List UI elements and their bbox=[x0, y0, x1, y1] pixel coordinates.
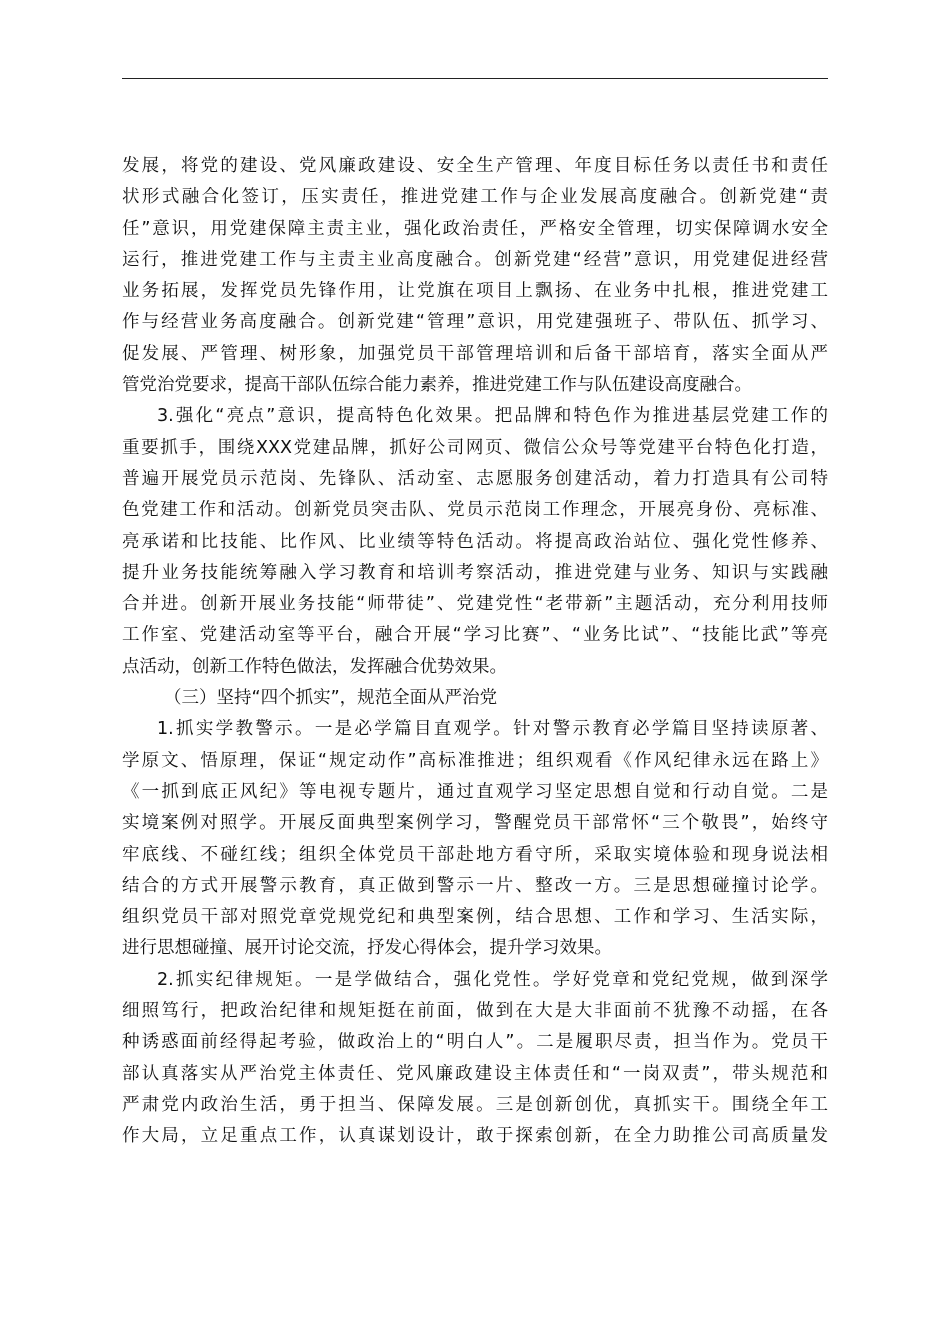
text-line: 作大局，立足重点工作，认真谋划设计，敢于探索创新，在全力助推公司高质量发 bbox=[122, 1126, 828, 1147]
text-line: 种诱惑面前经得起考验，做政治上的“明白人”。二是履职尽责，担当作为。党员干 bbox=[122, 1032, 828, 1053]
text-line: 作与经营业务高度融合。创新党建“管理”意识，用党建强班子、带队伍、抓学习、 bbox=[122, 312, 828, 333]
text-line: 细照笃行，把政治纪律和规矩挺在前面，做到在大是大非面前不犹豫不动摇，在各 bbox=[122, 1001, 828, 1022]
text-line: 色党建工作和活动。创新党员突击队、党员示范岗工作理念，开展亮身份、亮标准、 bbox=[122, 500, 828, 521]
text-line: 重要抓手，围绕XXX党建品牌，抓好公司网页、微信公众号等党建平台特色化打造， bbox=[122, 437, 828, 458]
text-line: 发展，将党的建设、党风廉政建设、安全生产管理、年度目标任务以责任书和责任 bbox=[122, 156, 828, 176]
text-line: 组织党员干部对照党章党规党纪和典型案例，结合思想、工作和学习、生活实际， bbox=[122, 907, 828, 928]
text-line: 进行思想碰撞、展开讨论交流，抒发心得体会，提升学习效果。 bbox=[122, 938, 612, 959]
text-line: 牢底线、不碰红线；组织全体党员干部赴地方看守所，采取实境体验和现身说法相 bbox=[122, 844, 828, 865]
text-line: 合并进。创新开展业务技能“师带徒”、党建党性“老带新”主题活动，充分利用技师 bbox=[122, 594, 828, 615]
text-line: 《一抓到底正风纪》等电视专题片，通过直观学习坚定思想自觉和行动自觉。二是 bbox=[122, 781, 828, 802]
text-line: 实境案例对照学。开展反面典型案例学习，警醒党员干部常怀“三个敬畏”，始终守 bbox=[122, 813, 828, 834]
text-line: 学原文、悟原理，保证“规定动作”高标准推进；组织观看《作风纪律永远在路上》 bbox=[122, 750, 828, 771]
document-body bbox=[122, 151, 828, 1153]
text-line: 3.强化“亮点”意识，提高特色化效果。把品牌和特色作为推进基层党建工作的 bbox=[157, 406, 828, 427]
text-line: 管党治党要求，提高干部队伍综合能力素养，推进党建工作与队伍建设高度融合。 bbox=[122, 375, 752, 396]
header-rule bbox=[122, 78, 828, 79]
text-line: 普遍开展党员示范岗、先锋队、活动室、志愿服务创建活动，着力打造具有公司特 bbox=[122, 468, 828, 489]
text-line: 部认真落实从严治党主体责任、党风廉政建设主体责任和“一岗双责”，带头规范和 bbox=[122, 1063, 828, 1084]
text-line: 点活动，创新工作特色做法，发挥融合优势效果。 bbox=[122, 656, 507, 677]
text-line: 严肃党内政治生活，勇于担当、保障发展。三是创新创优，真抓实干。围绕全年工 bbox=[122, 1094, 828, 1115]
text-line: 亮承诺和比技能、比作风、比业绩等特色活动。将提高政治站位、强化党性修养、 bbox=[122, 531, 828, 552]
text-line: 结合的方式开展警示教育，真正做到警示一片、整改一方。三是思想碰撞讨论学。 bbox=[122, 875, 828, 896]
section-heading: （三）坚持“四个抓实”，规范全面从严治党 bbox=[164, 688, 498, 709]
text-line: 提升业务技能统筹融入学习教育和培训考察活动，推进党建与业务、知识与实践融 bbox=[122, 562, 828, 583]
text-line: 任”意识，用党建保障主责主业，强化政治责任，严格安全管理，切实保障调水安全 bbox=[122, 218, 828, 239]
text-line: 促发展、严管理、树形象，加强党员干部管理培训和后备干部培育，落实全面从严 bbox=[122, 343, 828, 364]
text-line: 1.抓实学教警示。一是必学篇目直观学。针对警示教育必学篇目坚持读原著、 bbox=[157, 719, 828, 740]
text-line: 运行，推进党建工作与主责主业高度融合。创新党建“经营”意识，用党建促进经营 bbox=[122, 249, 828, 270]
text-line: 状形式融合化签订，压实责任，推进党建工作与企业发展高度融合。创新党建“责 bbox=[122, 187, 828, 208]
text-line: 业务拓展，发挥党员先锋作用，让党旗在项目上飘扬、在业务中扎根，推进党建工 bbox=[122, 281, 828, 302]
text-line: 工作室、党建活动室等平台，融合开展“学习比赛”、“业务比试”、“技能比武”等亮 bbox=[122, 625, 828, 646]
text-line: 2.抓实纪律规矩。一是学做结合，强化党性。学好党章和党纪党规，做到深学 bbox=[157, 969, 828, 990]
